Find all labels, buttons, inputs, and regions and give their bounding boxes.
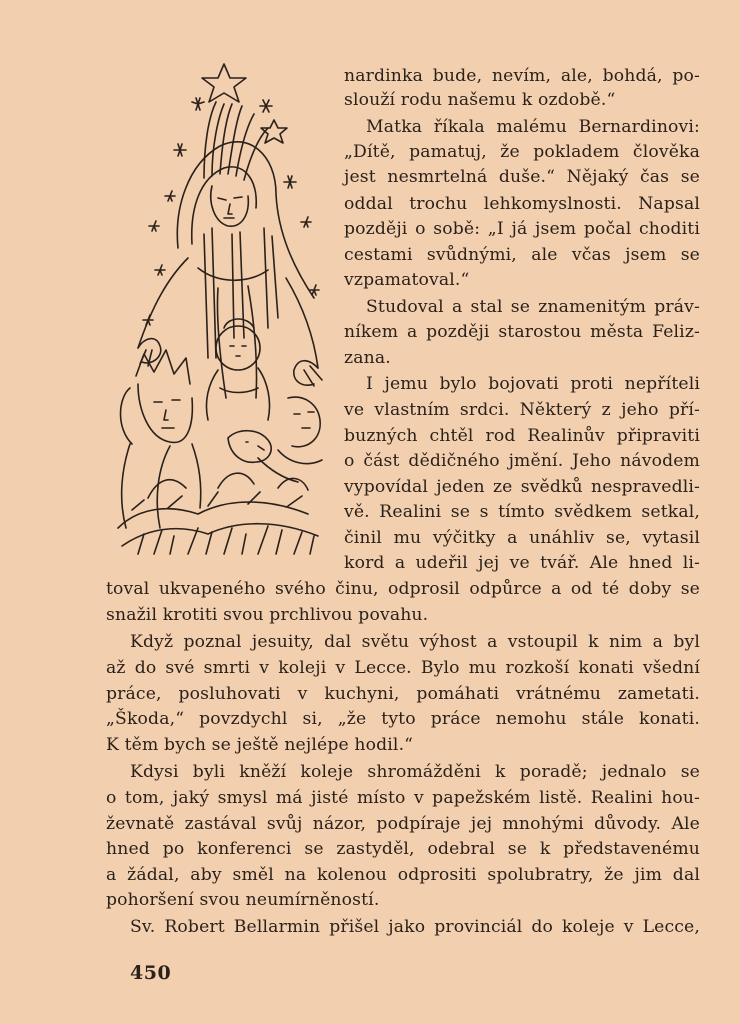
text-line: buzných chtěl rod Realinův připraviti — [344, 426, 700, 446]
text-line: toval ukvapeného svého činu, odprosil odpůrce a od té doby se — [106, 579, 700, 599]
text-line: o část dědičného jmění. Jeho návodem — [344, 451, 700, 471]
text-line: Když poznal jesuity, dal světu výhost a vstoupil k nim a byl — [130, 632, 700, 652]
text-line: o tom, jaký smysl má jisté místo v papežském listě. Realini hou- — [106, 788, 700, 808]
madonna-with-child-illustration — [108, 58, 336, 558]
text-line: až do své smrti v koleji v Lecce. Bylo mu rozkoší konati všední — [106, 658, 700, 678]
text-line: zana. — [344, 348, 391, 368]
text-line: Kdysi byli kněží koleje shromážděni k poradě; jednalo se — [130, 762, 700, 782]
text-line: slouží rodu našemu k ozdobě.“ — [344, 90, 616, 110]
text-line: vě. Realini se s tímto svědkem setkal, — [344, 502, 700, 522]
text-line: pohoršení svou neumírněností. — [106, 890, 380, 910]
text-line: kord a udeřil jej ve tvář. Ale hned li- — [344, 553, 700, 573]
text-line: oddal trochu lehkomyslnosti. Napsal — [344, 194, 700, 214]
text-line: ževnatě zastával svůj názor, podpíraje jej mnohými důvody. Ale — [106, 814, 700, 834]
text-line: ve vlastním srdci. Některý z jeho pří- — [344, 400, 700, 420]
text-line: a žádal, aby směl na kolenou odprositi spolubratry, že jim dal — [106, 865, 700, 885]
text-line: K těm bych se ještě nejlépe hodil.“ — [106, 735, 414, 755]
text-line: práce, posluhovati v kuchyni, pomáhati vrátnému zametati. — [106, 684, 700, 704]
text-line: níkem a později starostou města Feliz- — [344, 322, 700, 342]
text-line: později o sobě: „I já jsem počal choditi — [344, 219, 700, 239]
text-line: „Škoda,“ povzdychl si, „že tyto práce nemohu stále konati. — [106, 709, 700, 729]
text-line: jest nesmrtelná duše.“ Nějaký čas se — [344, 167, 700, 187]
text-line: Sv. Robert Bellarmin přišel jako provinciál do koleje v Lecce, — [130, 917, 700, 937]
text-line: Matka říkala malému Bernardinovi: — [366, 117, 700, 137]
text-line: cestami svůdnými, ale včas jsem se — [344, 245, 700, 265]
text-line: snažil krotiti svou prchlivou povahu. — [106, 605, 429, 625]
text-line: Studoval a stal se znamenitým práv- — [366, 297, 700, 317]
text-line: „Dítě, pamatuj, že pokladem člověka — [344, 142, 700, 162]
text-line: nardinka bude, nevím, ale, bohdá, po- — [344, 66, 700, 86]
page-number: 450 — [130, 962, 172, 984]
text-line: hned po konferenci se zastyděl, odebral se k představenému — [106, 839, 700, 859]
text-line: vypovídal jeden ze svědků nespravedli- — [344, 477, 700, 497]
text-line: vzpamatoval.“ — [344, 270, 470, 290]
text-line: I jemu bylo bojovati proti nepříteli — [366, 374, 700, 394]
text-line: činil mu výčitky a unáhliv se, vytasil — [344, 528, 700, 548]
